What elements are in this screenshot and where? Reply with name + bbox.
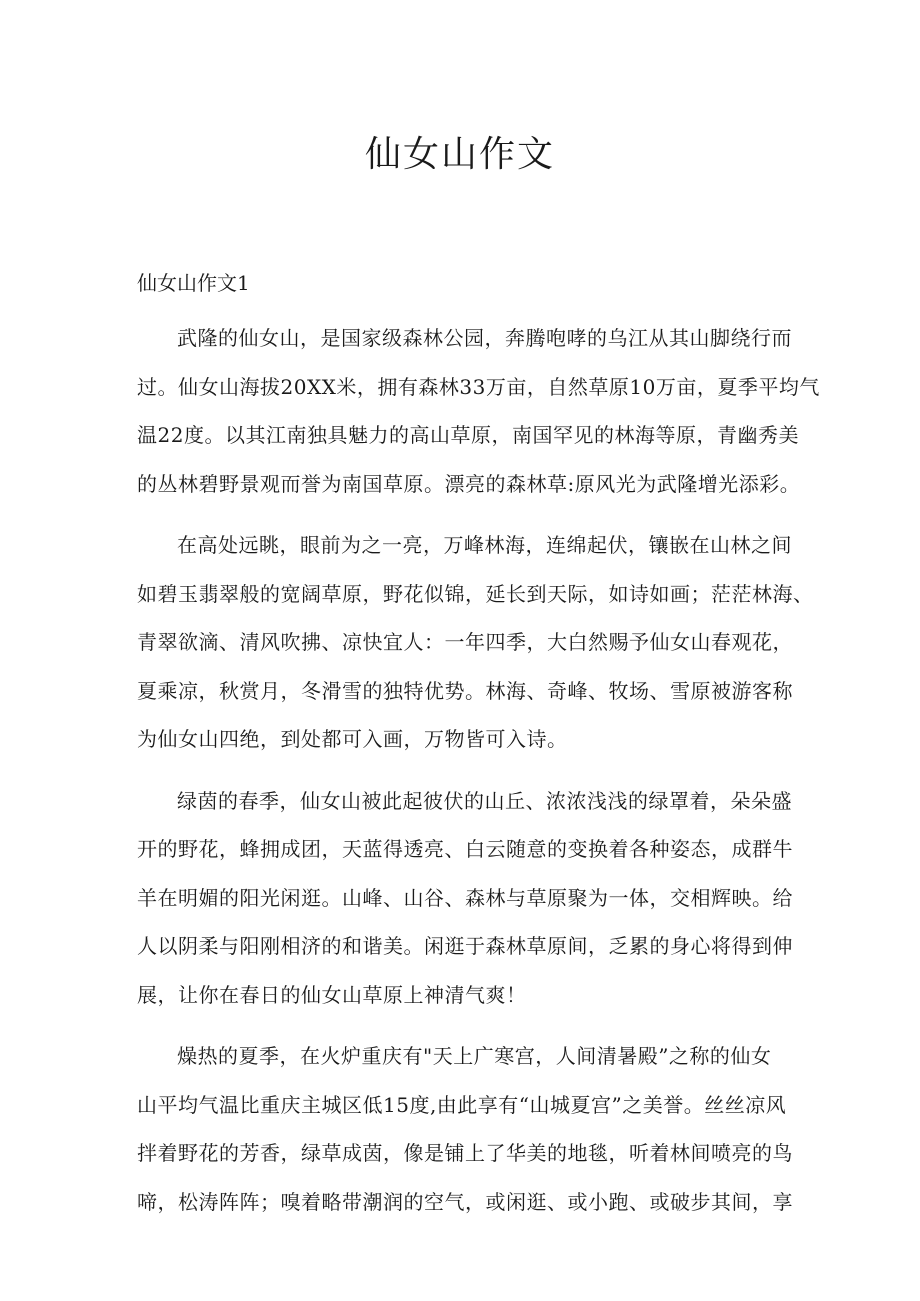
paragraph-line: 展，让你在春日的仙女山草原上神清气爽！ [137, 982, 527, 1007]
paragraph-line: 啼，松涛阵阵；嗅着略带潮润的空气，或闲逛、或小跑、或破步其间，享 [137, 1189, 793, 1214]
paragraph-1 [137, 314, 820, 508]
paragraph-line: 燥热的夏季，在火炉重庆有"天上广寒宫，人间清暑殿”之称的仙女 [177, 1044, 772, 1068]
paragraph-line: 为仙女山四绝，到处都可入画，万物皆可入诗。 [137, 727, 568, 751]
paragraph-line: 拌着野花的芳香，绿草成茵，像是铺上了华美的地毯，听着林间喷亮的鸟 [137, 1141, 793, 1165]
paragraph-line: 的丛林碧野景观而誉为南国草原。漂亮的森林草:原风光为武隆增光添彩。 [137, 471, 801, 496]
paragraph-line: 青翠欲滴、清风吹拂、凉快宜人：一年四季，大白然赐予仙女山春观花， [137, 630, 793, 654]
paragraph-line: 夏乘凉，秋赏月，冬滑雪的独特优势。林海、奇峰、牧场、雪原被游客称 [137, 678, 793, 703]
paragraph-2 [137, 521, 814, 764]
paragraph-3 [137, 777, 793, 1020]
section-heading: 仙女山作文1 [137, 271, 250, 295]
paragraph-line: 在高处远眺，眼前为之一亮，万峰林海，连绵起伏，镶嵌在山林之间 [177, 533, 792, 557]
paragraph-4 [137, 1032, 793, 1226]
paragraph-line: 人以阴柔与阳刚相济的和谐美。闲逛于森林草原间，乏累的身心将得到伸 [137, 934, 793, 958]
document-title: 仙女山作文 [364, 134, 555, 175]
paragraph-line: 绿茵的春季，仙女山被此起彼伏的山丘、浓浓浅浅的绿罩着，朵朵盛 [177, 788, 792, 813]
paragraph-line: 羊在明媚的阳光闲逛。山峰、山谷、森林与草原聚为一体，交相辉映。给 [137, 885, 793, 910]
document-body [137, 314, 820, 1239]
paragraph-line: 武隆的仙女山，是国家级森林公园，奔腾咆哮的乌江从其山脚绕行而 [177, 326, 792, 350]
paragraph-line: 温22度。以其江南独具魅力的高山草原，南国罕见的林海等原，青幽秀美 [137, 423, 799, 447]
paragraph-line: 过。仙女山海拔20XX米，拥有森林33万亩，自然草原10万亩，夏季平均气 [137, 374, 820, 399]
paragraph-line: 开的野花，蜂拥成团，天蓝得透亮、白云随意的变换着各种姿态，成群牛 [137, 837, 793, 861]
paragraph-line: 如碧玉翡翠般的宽阔草原，野花似锦，延长到天际，如诗如画；茫茫林海、 [137, 581, 814, 606]
paragraph-line: 山平均气温比重庆主城区低15度,由此享有“山城夏宫”之美誉。丝丝凉风 [137, 1092, 787, 1117]
